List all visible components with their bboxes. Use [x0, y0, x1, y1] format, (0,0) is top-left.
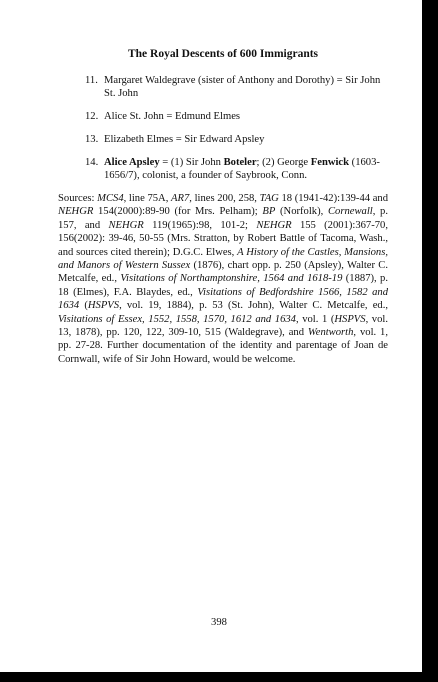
entry-text [104, 110, 388, 123]
source-text-run: 119(1965):98, 101-2; [143, 219, 257, 231]
sources-paragraph [58, 192, 388, 366]
source-text-run: , line 75A, [123, 193, 172, 204]
source-text-run: , vol. 13, 1878), pp. 120, 122, 309-10, 515 (Waldegrave), and [58, 313, 388, 339]
entry-number: 12. [85, 111, 99, 122]
source-title-italic: TAG [259, 193, 279, 204]
entry-text [104, 74, 388, 100]
entry-text [104, 133, 388, 146]
source-text-run: Sources: [58, 193, 98, 204]
source-title-italic: Wentworth [307, 327, 354, 339]
page-content [58, 34, 388, 366]
source-title-italic: BP [262, 206, 276, 218]
source-text-run: 18 (1941-42):139-44 and [278, 193, 389, 204]
entry-text-run: ; (2) George [256, 157, 311, 168]
source-title-italic: Visitations of Northamptonshire, 1564 and 1618-19 [120, 273, 343, 285]
page-edge-right [422, 0, 438, 682]
source-title-italic: MCS4 [97, 193, 124, 204]
entry-name-bold: Alice Apsley [104, 157, 160, 168]
source-title-italic: AR7 [171, 193, 190, 204]
entry-number: 14. [85, 157, 99, 168]
source-text-run: , vol. 19, 1884), p. 53 (St. John), Walter C. Metcalfe, ed., [119, 300, 388, 312]
entry-text-run: Margaret Waldegrave (sister of Anthony and Dorothy) = Sir John St. John [104, 75, 381, 99]
source-title-italic: NEHGR [256, 219, 292, 231]
source-title-italic: NEHGR [108, 219, 144, 231]
source-text-run: ( [79, 300, 88, 312]
entry-text [104, 156, 388, 182]
source-text-run: 155 (2001):367-70, 156(2002): 39-46, 50-55 (Mrs. Stratton, by Robert Battle of Tacoma, Wash., and sources cited therein); D.G.C. Elwes, [58, 219, 388, 258]
source-title-italic: HSPVS [87, 300, 120, 312]
entry-number: 13. [85, 134, 99, 145]
page-number: 398 [211, 617, 227, 628]
source-title-italic: Cornewall [327, 206, 373, 218]
source-title-italic: Visitations of Essex, 1552, 1558, 1570, 1612 and 1634 [58, 313, 296, 325]
lineage-entry [85, 74, 388, 100]
entry-text-run: = (1) Sir John [159, 157, 224, 168]
running-head: The Royal Descents of 600 Immigrants [127, 48, 319, 60]
source-text-run: , vol. 1 ( [295, 313, 335, 325]
entry-number: 11. [85, 75, 98, 86]
lineage-entry [85, 156, 388, 182]
entry-text-run: (1603-1656/7), colonist, a founder of Saybrook, Conn. [104, 157, 380, 181]
lineage-entry [85, 133, 388, 146]
source-text-run: , p. 157, and [58, 206, 388, 231]
source-text-run: (1887), p. 18 (Elmes), F.A. Blaydes, ed., [58, 273, 388, 298]
entry-text-run: Elizabeth Elmes = Sir Edward Apsley [104, 134, 265, 145]
source-text-run: (Norfolk), [275, 206, 328, 218]
entry-name-bold: Fenwick [310, 157, 350, 168]
source-text-run: , vol. 1, pp. 27-28. Further documentation of the identity and parentage of Joan de Cornwall, wife of Sir John Howard, would be welcome. [58, 327, 388, 365]
source-title-italic: A History of the Castles, Mansions, and Manors of Western Sussex [58, 246, 389, 272]
source-title-italic: HSPVS [334, 313, 366, 325]
entry-text-run: Alice St. John = Edmund Elmes [104, 111, 241, 122]
entry-name-bold: Boteler [223, 157, 257, 168]
source-text-run: , lines 200, 258, [189, 193, 260, 204]
source-title-italic: NEHGR [58, 206, 94, 218]
lineage-entry [85, 110, 388, 123]
source-title-italic: Visitations of Bedfordshire 1566, 1582 and 1634 [58, 286, 388, 312]
lineage-list [85, 74, 388, 182]
source-text-run: 154(2000):89-90 (for Mrs. Pelham); [93, 206, 263, 218]
page-edge-bottom [0, 672, 438, 682]
source-text-run: (1876), chart opp. p. 250 (Apsley), Walter C. Metcalfe, ed., [58, 260, 388, 285]
